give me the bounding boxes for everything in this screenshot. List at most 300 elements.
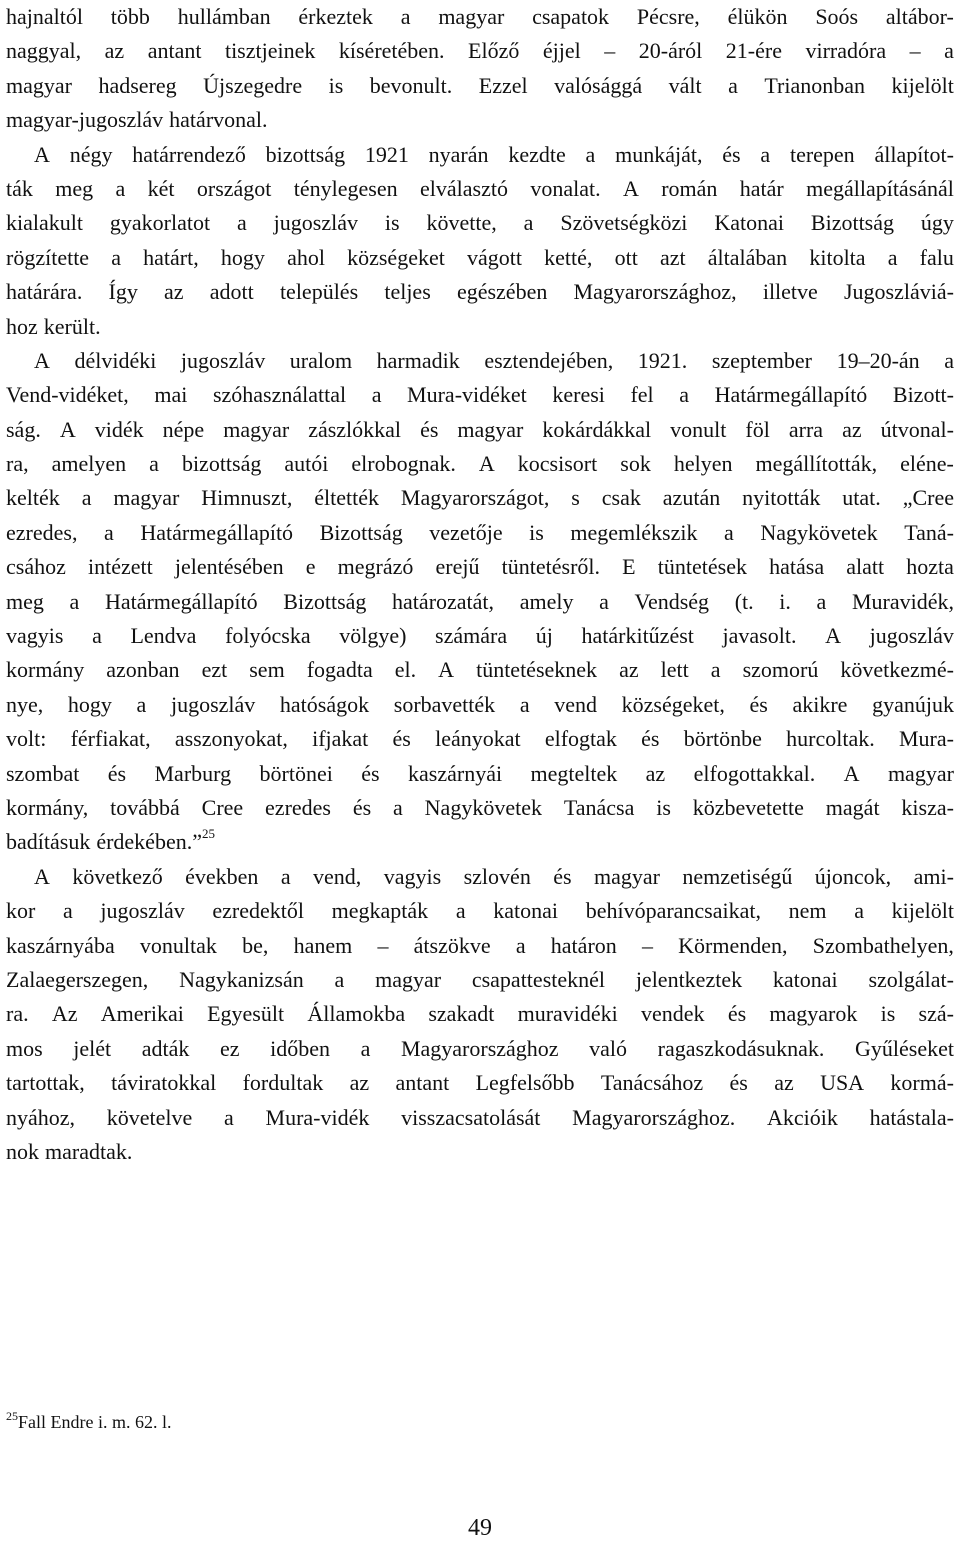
word: alatt (846, 554, 885, 580)
word: nyitották (742, 485, 821, 511)
word: az (645, 760, 666, 786)
word: a (360, 1035, 371, 1061)
word: kezdte (508, 141, 566, 167)
word: országot (196, 175, 272, 201)
text-line (6, 1135, 954, 1169)
word: katonai (493, 898, 559, 924)
word: és (749, 691, 768, 717)
word: kíséretében. (338, 38, 445, 64)
word: kor (6, 898, 36, 924)
word: kokárdákkal (542, 416, 652, 442)
word: volt: (6, 726, 47, 752)
word: következő (72, 863, 163, 889)
paragraph (6, 344, 954, 860)
word: 1921 (364, 141, 409, 167)
word: Határmegállapító (140, 519, 294, 545)
word: csak (601, 485, 641, 511)
word: Pécsre, (636, 4, 700, 29)
word: föl (745, 416, 770, 442)
word: egészében (456, 279, 548, 305)
word: több (110, 4, 150, 29)
word: mos (6, 1035, 43, 1061)
word: magát (825, 794, 880, 820)
word: időben (270, 1035, 331, 1061)
word: ténylegesen (293, 175, 398, 201)
word: tüntetések (657, 554, 747, 580)
word: vendek (641, 1001, 705, 1027)
word: a (816, 588, 827, 614)
word: autói (284, 451, 329, 477)
word: vend, (313, 863, 362, 889)
word: virradóra (805, 38, 887, 64)
text-line (6, 310, 954, 344)
word: – (377, 932, 389, 958)
word: következmé- (840, 657, 954, 683)
word: úgy (920, 210, 954, 236)
page-number: 49 (468, 1515, 492, 1541)
footnote-text: Fall Endre i. m. 62. l. (18, 1412, 172, 1432)
word: Taná- (904, 519, 954, 545)
word: Államokba (307, 1001, 406, 1027)
word: amelyen (51, 451, 127, 477)
word: ott (614, 244, 638, 270)
text-line (6, 447, 954, 481)
word: asszonyokat, (174, 726, 288, 752)
word: román (661, 175, 718, 201)
text-line (6, 275, 954, 309)
word: követte, (426, 210, 497, 236)
word: gyakorlatot (109, 210, 211, 236)
word: börtönbe (683, 726, 762, 752)
text-line (6, 103, 954, 137)
word: a (944, 347, 954, 373)
word: kisza- (901, 794, 954, 820)
word: vagyis (383, 863, 442, 889)
word: az (842, 416, 862, 442)
word: is (880, 1001, 896, 1027)
word: határrendező (132, 141, 246, 167)
text-line (6, 206, 954, 240)
word: sorbavették (393, 691, 496, 717)
word: Mura- (899, 726, 954, 752)
word: megemlékszik (570, 519, 698, 545)
text-line (6, 653, 954, 687)
word: Tanácsa (563, 794, 635, 820)
word: új (535, 623, 553, 649)
word: Vendség (634, 588, 710, 614)
word: elfogtak (544, 726, 617, 752)
word: völgye) (339, 623, 407, 649)
word: határára. (6, 279, 83, 305)
word: vend (554, 691, 597, 717)
word: években (185, 863, 259, 889)
word: vonultak (139, 932, 217, 958)
word: 20-áról (638, 38, 703, 64)
word: A (34, 141, 50, 167)
word: Határmegállapító (104, 588, 258, 614)
word: hogy (220, 244, 265, 270)
word: Himnuszt, (201, 485, 293, 511)
word: eléne- (900, 451, 954, 477)
word: Tanácsához (600, 1070, 704, 1096)
word: megrázó (337, 554, 414, 580)
text-line (6, 34, 954, 68)
word: Így (108, 279, 138, 305)
word: Nagykanizsán (179, 966, 304, 992)
word: Lendva (130, 623, 197, 649)
word: jelentkeztek (635, 966, 743, 992)
word: kaszárnyába (6, 932, 115, 958)
word: fel (630, 382, 654, 408)
word: ezredes, (6, 519, 78, 545)
word: az (774, 1070, 794, 1096)
word: település (279, 279, 359, 305)
word: továbbá (110, 794, 180, 820)
word: hullámban (177, 4, 271, 29)
word: E (622, 554, 636, 580)
word: hozta (906, 554, 954, 580)
word: Mura-vidék (265, 1104, 370, 1130)
word: nyához, (6, 1104, 76, 1130)
word: a (224, 1104, 234, 1130)
word: nye, (6, 691, 44, 717)
word: helyen (673, 451, 733, 477)
word: a (724, 519, 734, 545)
word: Trianonban (764, 72, 866, 98)
text-line (6, 1066, 954, 1100)
word: magyar (223, 416, 290, 442)
word: újoncok, (814, 863, 892, 889)
word: fogadta (306, 657, 373, 683)
word: e (305, 554, 316, 580)
word: határozatát, (392, 588, 495, 614)
word: magyar-jugoszláv (6, 107, 164, 133)
text-line (6, 550, 954, 584)
word: Bizottság (319, 519, 403, 545)
word: börtönei (259, 760, 333, 786)
word: mai (154, 382, 188, 408)
word: Magyarországot, (400, 485, 550, 511)
word: arra (788, 416, 824, 442)
word: azt (659, 244, 686, 270)
word: csapattesteknél (471, 966, 606, 992)
word: magyar (593, 863, 660, 889)
word: ra, (6, 451, 29, 477)
word: népe (162, 416, 205, 442)
word: A (34, 863, 50, 889)
word: jugoszláv (100, 898, 185, 924)
word: folyócska (225, 623, 311, 649)
word: szomorú (742, 657, 819, 683)
word: hoz (6, 313, 38, 339)
word: a (81, 485, 92, 511)
word: és (641, 726, 660, 752)
word: kormá- (890, 1070, 954, 1096)
word: i. (779, 588, 791, 614)
word: általában (707, 244, 788, 270)
word: a (400, 4, 411, 29)
word: teljes (384, 279, 431, 305)
word: érdekében.”$^{25}$ (96, 826, 215, 855)
text-line (6, 481, 954, 515)
word: Magyarországhoz (400, 1035, 559, 1061)
word: férfiakat, (70, 726, 151, 752)
word: nem (788, 898, 827, 924)
word: szolgálat- (868, 966, 954, 992)
word: csapatok (532, 4, 610, 29)
word: Szövetségközi (560, 210, 688, 236)
word: behívóparancsaikat, (585, 898, 761, 924)
word: a (523, 210, 534, 236)
word: a (334, 966, 345, 992)
word: azután (662, 485, 721, 511)
word: Az (51, 1001, 78, 1027)
text-line (6, 378, 954, 412)
word: vagyis (6, 623, 64, 649)
word: jugoszláv (869, 623, 954, 649)
word: jelét (73, 1035, 112, 1061)
word: – (641, 932, 653, 958)
word: a (69, 588, 80, 614)
word: elválasztó (419, 175, 508, 201)
word: elfogottakkal. (693, 760, 816, 786)
word: javasolt. (722, 623, 797, 649)
word: nok (6, 1138, 39, 1164)
word: zászlókkal (308, 416, 402, 442)
word: magyar (457, 416, 524, 442)
word: leányokat (435, 726, 521, 752)
word: Marburg (154, 760, 232, 786)
word: útvonal- (880, 416, 954, 442)
word: megállították, (755, 451, 878, 477)
word: és (729, 1070, 748, 1096)
text-line (6, 241, 954, 275)
word: szakadt (428, 1001, 495, 1027)
word: be, (242, 932, 269, 958)
word: a (237, 210, 247, 236)
text-line (6, 688, 954, 722)
word: nyarán (428, 141, 489, 167)
word: A (478, 451, 495, 477)
word: a (760, 141, 771, 167)
word: – (909, 38, 921, 64)
word: magyar (438, 4, 505, 29)
word: vonult (670, 416, 727, 442)
word: 21-ére (725, 38, 782, 64)
word: megteltek (530, 760, 618, 786)
word: fordultak (242, 1070, 324, 1096)
word: Magyarországhoz. (572, 1104, 736, 1130)
word: Bizottság (283, 588, 367, 614)
word: hadsereg (98, 72, 177, 98)
word: szeptember (711, 347, 812, 373)
word: uralom (289, 347, 353, 373)
word: délvidéki (74, 347, 157, 373)
word: 1921. (637, 347, 688, 373)
word: az (619, 657, 639, 683)
word: antant (395, 1070, 450, 1096)
word: A (825, 623, 841, 649)
word: Magyarországhoz, (573, 279, 737, 305)
word: kelték (6, 485, 60, 511)
word: a (455, 898, 466, 924)
word: elrobognak. (351, 451, 456, 477)
paragraph (6, 0, 954, 138)
word: magyar (887, 760, 954, 786)
word: illetve (762, 279, 818, 305)
word: a (115, 175, 126, 201)
word: lett (660, 657, 689, 683)
word: rögzítette (6, 244, 90, 270)
text-line (6, 929, 954, 963)
word: ezredes (265, 794, 331, 820)
word: határ (739, 175, 784, 201)
word: USA (820, 1070, 865, 1096)
text-line (6, 0, 954, 34)
word: a (393, 794, 403, 820)
word: Nagykövetek (424, 794, 542, 820)
word: adott (209, 279, 254, 305)
text-line (6, 69, 954, 103)
word: „Cree (902, 485, 954, 511)
word: jelentésében (174, 554, 284, 580)
word: Zalaegerszegen, (6, 966, 149, 992)
word: éltették (314, 485, 379, 511)
word: élükön (727, 4, 788, 29)
word: vidék (94, 416, 144, 442)
word: a (149, 451, 159, 477)
text-line (6, 997, 954, 1031)
word: – (604, 38, 616, 64)
word: és (352, 794, 372, 820)
word: kaszárnyái (408, 760, 503, 786)
word: terepen (789, 141, 855, 167)
word: Előző (468, 38, 520, 64)
word: ifjakat (312, 726, 369, 752)
word: és (392, 726, 411, 752)
word: és (553, 863, 572, 889)
word: a (62, 898, 73, 924)
word: Körmenden, (678, 932, 788, 958)
word: vonalat. (530, 175, 601, 201)
word: bevonult. (369, 72, 453, 98)
word: és (361, 760, 380, 786)
word: hogy (67, 691, 112, 717)
word: ahol (287, 244, 325, 270)
word: a (92, 623, 102, 649)
word: Bizottság (810, 210, 895, 236)
word: szá- (918, 1001, 954, 1027)
text-line (6, 172, 954, 206)
word: ra. (6, 1001, 29, 1027)
word: Soós (815, 4, 859, 29)
word: átszökve (413, 932, 491, 958)
text-line (6, 516, 954, 550)
word: megkapták (331, 898, 429, 924)
word: és (107, 760, 127, 786)
word: Határmegállapító (714, 382, 868, 408)
word: amely (519, 588, 574, 614)
word: A (59, 416, 76, 442)
word: ragaszkodásuknak. (657, 1035, 825, 1061)
text-line (6, 860, 954, 894)
text-line (6, 1101, 954, 1135)
word: a (887, 244, 898, 270)
word: a (854, 898, 864, 924)
word: akikre (792, 691, 848, 717)
word: A (843, 760, 860, 786)
word: Ezzel (478, 72, 528, 98)
word: határon (550, 932, 617, 958)
word: a (585, 141, 596, 167)
text-line (6, 344, 954, 378)
text-line (6, 138, 954, 172)
word: Cree (201, 794, 244, 820)
word: gyanújuk (872, 691, 954, 717)
word: ketté, (544, 244, 593, 270)
word: A (34, 347, 50, 373)
word: Katonai (714, 210, 784, 236)
word: hatása (769, 554, 825, 580)
body-text (6, 0, 954, 1169)
word: kialakult (6, 210, 83, 236)
word: határkitűzést (581, 623, 694, 649)
word: bizottság (265, 141, 346, 167)
word: jugoszláv (180, 347, 266, 373)
word: adták (141, 1035, 190, 1061)
text-line (6, 413, 954, 447)
word: állapítot- (874, 141, 954, 167)
word: magyar (375, 966, 442, 992)
word: meg (6, 588, 44, 614)
word: csához (6, 554, 66, 580)
word: hurcoltak. (786, 726, 875, 752)
word: szlovén (463, 863, 531, 889)
word: azonban (106, 657, 180, 683)
word: a (111, 244, 121, 270)
word: bizottság (181, 451, 262, 477)
word: naggyal, (6, 38, 82, 64)
text-line (6, 722, 954, 756)
word: hajnaltól (6, 4, 83, 29)
word: falu (919, 244, 954, 270)
word: Nagykövetek (760, 519, 878, 545)
word: szóhasználattal (212, 382, 347, 408)
word: vált (668, 72, 702, 98)
word: nemzetiségű (682, 863, 793, 889)
word: a (599, 588, 609, 614)
word: ták (6, 175, 33, 201)
word: hatástala- (869, 1104, 954, 1130)
word: el. (394, 657, 417, 683)
word: és (722, 141, 741, 167)
text-line (6, 757, 954, 791)
word: határt, (143, 244, 199, 270)
footnote (6, 1410, 171, 1434)
word: s (571, 485, 580, 511)
word: a (280, 863, 291, 889)
word: tüntetésről. (501, 554, 601, 580)
word: magyarok (769, 1001, 858, 1027)
word: ezt (201, 657, 228, 683)
text-line (6, 791, 954, 825)
word: két (147, 175, 175, 201)
word: valósággá (554, 72, 643, 98)
text-line (6, 963, 954, 997)
word: érkeztek (298, 4, 373, 29)
word: hanem (293, 932, 353, 958)
word: Egyesült (207, 1001, 285, 1027)
